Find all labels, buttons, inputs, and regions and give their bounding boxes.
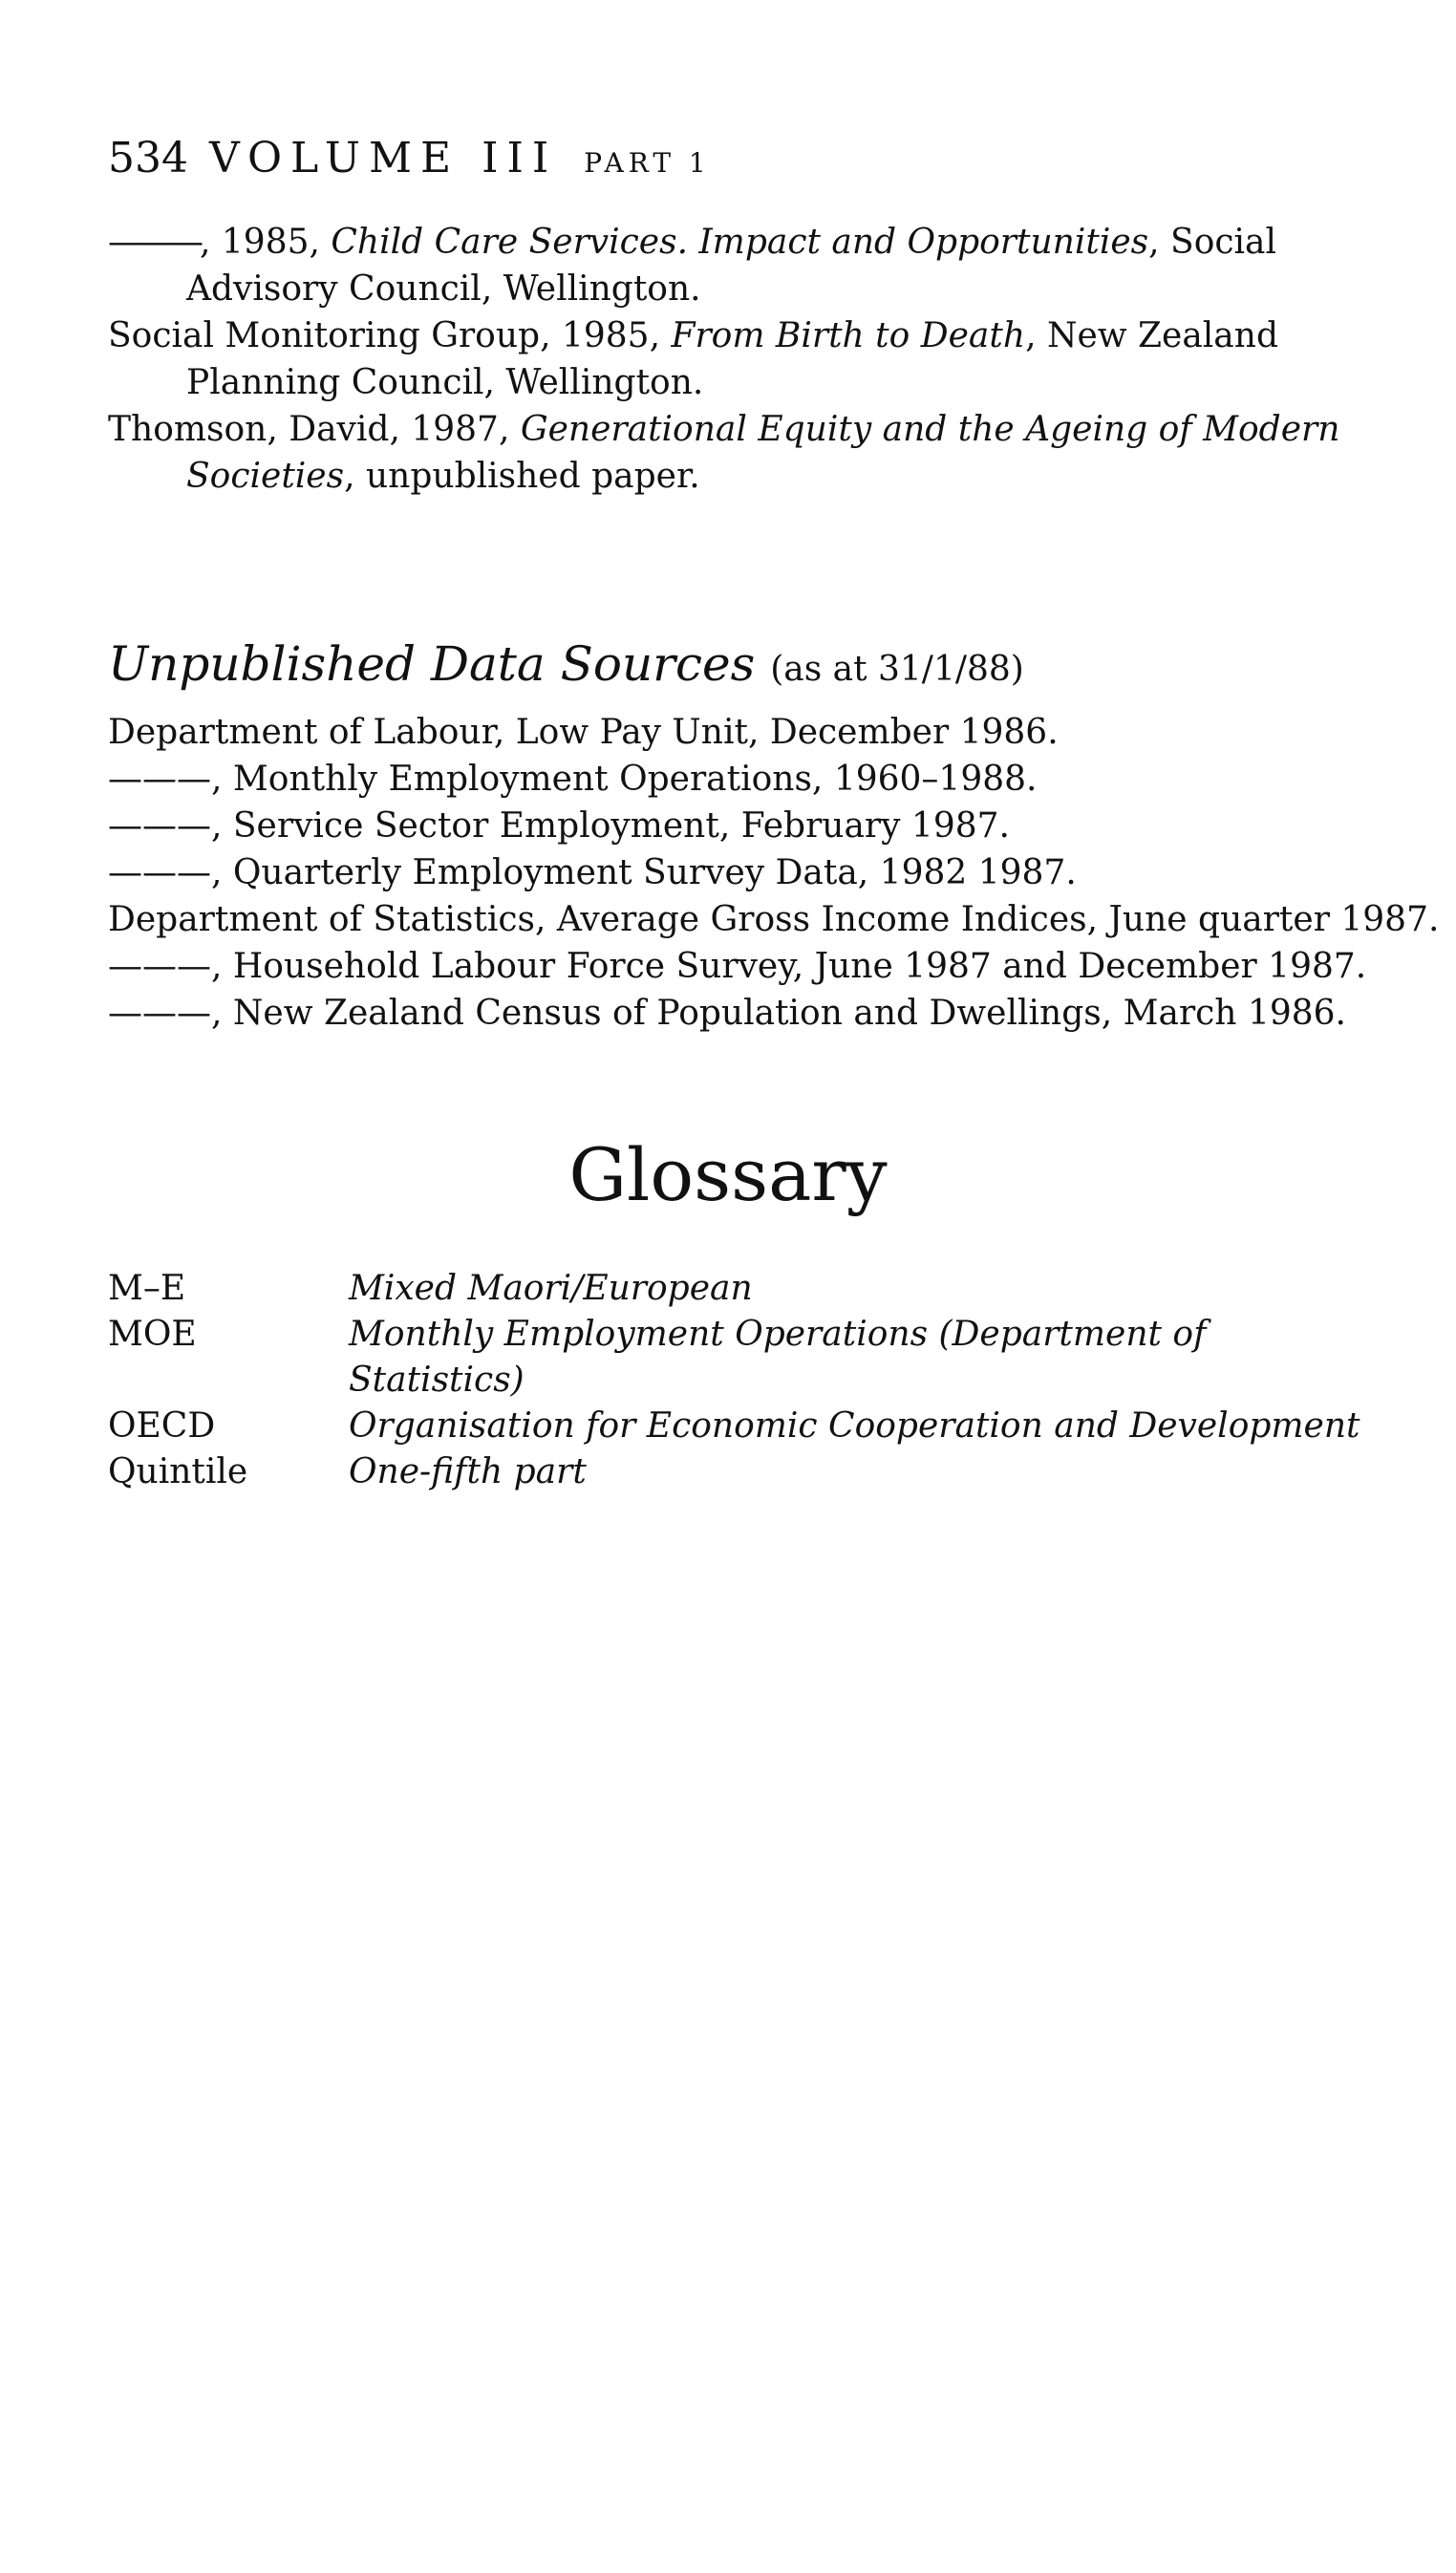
page-number: 534 — [108, 134, 188, 182]
glossary-list — [108, 1266, 1369, 1495]
glossary-row — [108, 1404, 1369, 1449]
section-date-note: (as at 31/1/88) — [770, 650, 1024, 689]
reference-entry: Social Monitoring Group, 1985, From Birth to Death, New Zealand Planning Council, Wellington. — [108, 316, 1278, 402]
glossary-title: Glossary — [568, 1132, 888, 1217]
glossary-term: OECD — [108, 1406, 216, 1446]
source-entry: ———, New Zealand Census of Population and Dwellings, March 1986. — [108, 994, 1346, 1033]
source-entry: Department of Labour, Low Pay Unit, December 1986. — [108, 713, 1059, 752]
section-title: Unpublished Data Sources — [108, 636, 756, 692]
source-entry: ———, Monthly Employment Operations, 1960–1988. — [108, 760, 1038, 799]
running-head — [108, 134, 711, 188]
glossary-row — [108, 1266, 1369, 1312]
glossary-definition: Mixed Maori/European — [349, 1269, 753, 1308]
reference-title: Generational Equity and the Ageing of Modern Societies — [186, 410, 1340, 496]
reference-title: From Birth to Death — [671, 316, 1026, 355]
glossary-term: Quintile — [108, 1452, 248, 1491]
source-entry: ———, Service Sector Employment, February 1987. — [108, 806, 1010, 846]
glossary-definition: One-fifth part — [349, 1452, 587, 1491]
source-entry: ———, Household Labour Force Survey, June 1987 and December 1987. — [108, 947, 1367, 986]
source-entry: Department of Statistics, Average Gross Income Indices, June quarter 1987. — [108, 900, 1440, 939]
reference-list — [108, 219, 1360, 500]
volume-label: VOLUME III — [208, 134, 558, 182]
reference-entry: ———, 1985, Child Care Services. Impact and Opportunities, Social Advisory Council, Wellington. — [108, 223, 1277, 309]
glossary-term: M–E — [108, 1269, 186, 1308]
glossary-row — [108, 1312, 1369, 1404]
glossary-term: MOE — [108, 1315, 197, 1354]
unpublished-sources-heading — [108, 635, 1024, 698]
glossary-definition: Organisation for Economic Cooperation and Development — [349, 1406, 1360, 1446]
source-entry: ———, Quarterly Employment Survey Data, 1982 1987. — [108, 853, 1077, 892]
part-label: PART 1 — [584, 147, 711, 179]
ditto-dash: ——— — [108, 223, 200, 262]
unpublished-sources-list — [108, 709, 1440, 1037]
reference-title: Child Care Services. Impact and Opportunities — [331, 223, 1149, 262]
reference-entry: Thomson, David, 1987, Generational Equity and the Ageing of Modern Societies, unpublished paper. — [108, 410, 1340, 496]
glossary-row — [108, 1449, 1369, 1495]
glossary-definition: Monthly Employment Operations (Department of Statistics) — [349, 1315, 1207, 1400]
